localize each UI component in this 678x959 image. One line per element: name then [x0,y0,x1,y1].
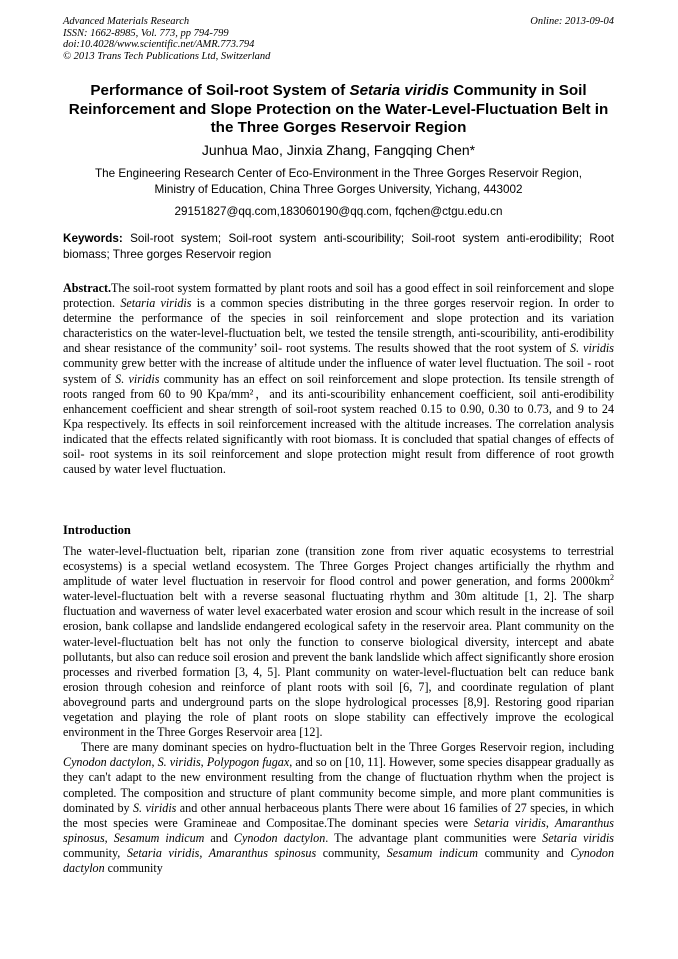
intro-text: and [204,830,234,845]
abstract-species: Setaria viridis [120,296,192,311]
title-part: Community in Soil Reinforcement and Slope Protection on the Water-Level-Fluctuation Belt in the Three Gorges Reservoir Region [68,82,609,136]
abstract-species: S. viridis [570,341,614,356]
abstract [63,281,614,477]
abstract-text: is a common species distributing in the three gorges reservoir region. In order to determine the performance of the species in soil reinforcement and slope protection and its variation characteristics on the water-level-fluctuation belt, we tested the tensile strength, anti-scouribility, anti-erodibility and shear resistance of the community’ soil- root systems. The results showed that the root system of [63,296,614,356]
journal-name: Advanced Materials Research [63,16,190,27]
affiliation [63,166,614,197]
species: Sesamum indicum [386,845,478,860]
intro-paragraph-2 [63,740,614,876]
intro-text: community, [63,845,127,860]
species: Setaria viridis, Amaranthus spinosus [126,845,317,860]
species: Polypogon fugax [206,755,290,770]
author-emails: 29151827@qq.com,183060190@qq.com, fqchen@ctgu.edu.cn [174,205,503,218]
intro-text: The water-level-fluctuation belt, riparian zone (transition zone from river aquatic ecosystems to terrestrial ecosystems) is a special wetland ecosystem. The Three Gorges Project changes artificially the rhythm and amplitude of water level fluctuation in reservoir for flood control and power generation, and forms 2000km [63,544,614,589]
intro-paragraph-1 [63,544,614,740]
introduction-body [63,544,614,876]
abstract-text: The soil-root system formatted by plant roots and soil has a good effect in soil reinforcement and slope protection. [63,281,614,311]
abstract-species: S. viridis [115,371,160,386]
species: Setaria viridis [473,815,546,830]
authors: Junhua Mao, Jinxia Zhang, Fangqing Chen* [201,142,476,158]
intro-text: and other annual herbaceous plants There were about 16 families of 27 species, in which the most species were Gramineae and Compositae.The dominant species were [63,800,614,830]
species: S. viridis [157,755,201,770]
intro-text: community, [316,845,387,860]
intro-text: , [104,830,114,845]
journal-header [63,16,270,62]
title-species: Setaria viridis [349,82,450,99]
species: Cynodon dactylon [63,845,614,875]
issn-line: ISSN: 1662-8985, Vol. 773, pp 794-799 [63,27,229,39]
online-date: Online: 2013-09-04 [530,16,614,27]
intro-text: , [200,755,207,770]
affiliation-line: The Engineering Research Center of Eco-Environment in the Three Gorges Reservoir Region, [94,167,582,180]
keywords-text: Soil-root system; Soil-root system anti-scouribility; Soil-root system anti-erodibility; Root biomass; Three gorges Reservoir region [63,232,614,261]
keywords [63,231,614,262]
species: S. viridis [132,800,177,815]
intro-text: community [104,860,163,875]
species: Setaria viridis [542,830,615,845]
species: Sesamum indicum [113,830,205,845]
doi-line: doi:10.4028/www.scientific.net/AMR.773.794 [63,39,255,50]
intro-text: . The advantage plant communities were [325,830,543,845]
paper-title [63,82,614,138]
species: Cynodon dactylon [63,755,152,770]
intro-text: , [545,815,555,830]
abstract-text: community has an effect on soil reinforcement and slope protection. Its tensile strength of roots ranged from 60 to 90 Kpa/mm²，and its anti-scouribility enhancement coefficient, soil anti-erodibility enhancement coefficient and shear strength of soil-root system reached 0.15 to 0.90, 0.30 to 0.73, and 9 to 24 Kpa respectively. Its effects in soil reinforcement increased with the altitude increases. The correlation analysis indicated that the effects related significantly with root biomass. It is concluded that spatial changes of effects of soil- root systems in its soil reinforcement and slope protection might result from difference of root growth caused by water level fluctuation. [63,371,614,477]
intro-text: , and so on [10, 11]. However, some species disappear gradually as they can't adapt to the new environment resulting from the change of fluctuation rhythm when the project is completed. The composition and structure of plant community become simple, and more plant communities is dominated by [63,755,615,815]
species: Cynodon dactylon [233,830,326,845]
affiliation-line: Ministry of Education, China Three Gorges University, Yichang, 443002 [154,182,523,196]
copyright-line: © 2013 Trans Tech Publications Ltd, Switzerland [63,50,271,62]
abstract-label: Abstract. [63,281,112,295]
title-part: Performance of Soil-root System of [90,82,350,99]
intro-text: , [151,755,158,770]
species: Amaranthus spinosus [63,815,614,845]
intro-text: There are many dominant species on hydro-fluctuation belt in the Three Gorges Reservoir region, including [81,740,614,755]
abstract-text: community grew better with the increase of altitude under the influence of water level fluctuation. The soil - root system of [63,356,614,386]
intro-text: community and [477,845,571,860]
keywords-label: Keywords: [63,232,123,245]
introduction-heading: Introduction [63,523,131,537]
intro-text: water-level-fluctuation belt with a reverse seasonal fluctuating rhythm and 30m altitude [1, 2]. The sharp fluctuation and waverness of water level exacerbated water erosion and scour which result in the increase of soil erosion, bank collapse and landslide endangered ecological safety in the reservoir area. Plant community on the water-level-fluctuation belt has not only the function to conserve biological diversity, intercept and abate pollutants, but also can reduce soil erosion and prevent the bank landslide which affect significantly shore erosion processes and riverbed formation [3, 4, 5]. Plant community on water-level-fluctuation belt can reduce bank erosion through cohesion and reinforce of plant roots with soil [6, 7], and coordinate regulation of plant aboveground parts and underground parts on the slope hydrological processes [8,9]. Restoring good riparian vegetation and playing the role of plant roots on slope stability can effectively improve the ecological environment in the Three Gorges Reservoir area [12]. [63,589,614,740]
superscript: 2 [610,573,614,583]
